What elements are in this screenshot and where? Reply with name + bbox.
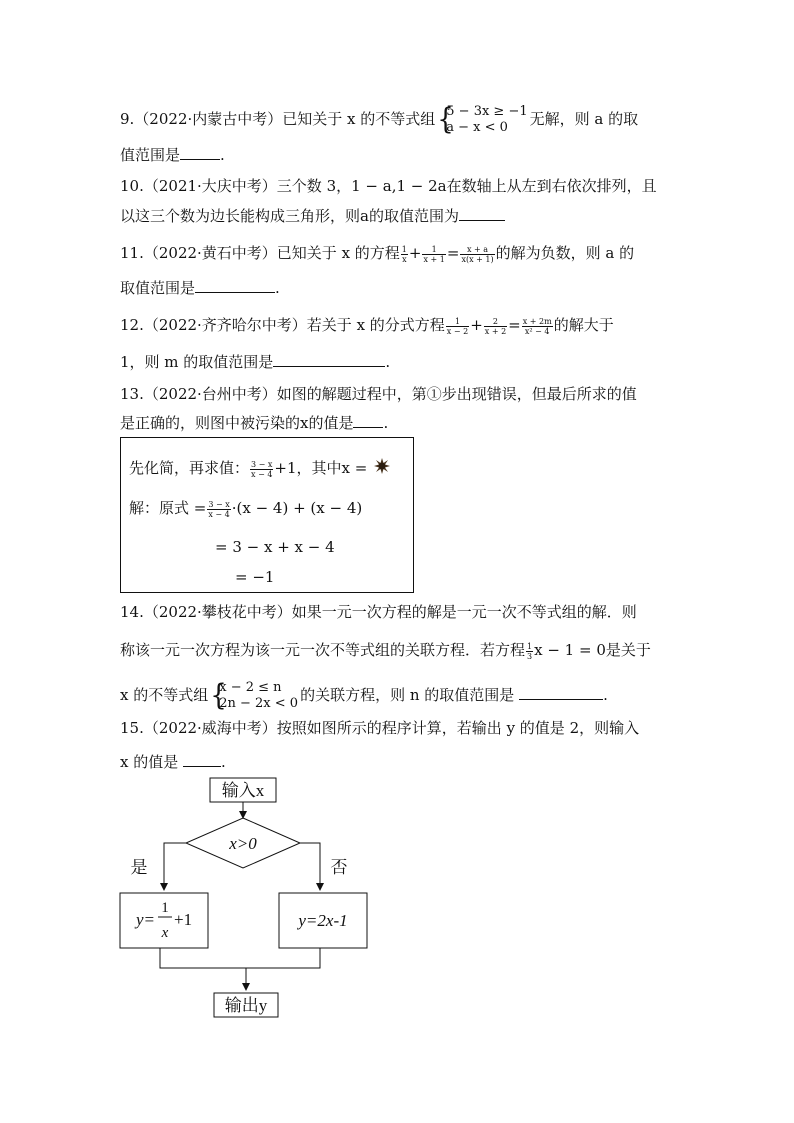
problem-9-prefix: 9.（2022·内蒙古中考）已知关于 x 的不等式组: [120, 110, 436, 128]
fraction-3-minus-x-over-x-minus-4: $\frac{3 - x}{x - 4}$: [251, 459, 273, 479]
fraction-2-over-x-plus-2: $\frac{2}{x + 2}$: [484, 316, 507, 336]
problem-10-line-2: [120, 206, 505, 226]
answer-blank-11[interactable]: [195, 278, 275, 293]
problem-9-inequality-system: { 5 − 3x ≥ −1 a − x < 0: [437, 103, 528, 137]
problem-9-suffix: 无解，则 a 的取: [529, 110, 639, 128]
condition-label: x>0: [229, 834, 257, 853]
problem-13-line-1: 13.（2022·台州中考）如图的解题过程中，第①步出现错误，但最后所求的值: [120, 385, 637, 403]
answer-blank-14[interactable]: [519, 685, 603, 700]
yes-process-box: [120, 893, 208, 948]
answer-blank-12[interactable]: [273, 352, 385, 367]
arrow-yes: [164, 843, 186, 890]
left-formula-prefix: y=: [136, 910, 156, 929]
problem-9-text: 值范围是: [120, 146, 181, 164]
output-box: [214, 993, 278, 1017]
left-formula-denominator: x: [161, 925, 169, 941]
solution-line-3: = 3 − x + x − 4: [215, 538, 335, 556]
fraction-rhs: $\frac{x + 2m}{\text{x² − 4}}$: [522, 316, 552, 336]
problem-14-line-3: x 的不等式组 { x − 2 ≤ n 2n − 2x < 0 的关联方程，则 n 的取值范围是 .: [120, 679, 608, 713]
ink-stain-icon: [374, 458, 390, 474]
answer-blank-13[interactable]: [353, 413, 383, 428]
fraction-1-over-x-plus-1: $\frac{1}{x + 1}$: [423, 244, 445, 264]
answer-blank-15[interactable]: [183, 752, 221, 767]
fraction-1-over-3: $\frac{1}{3}$: [527, 641, 533, 661]
solution-line-4: = −1: [235, 568, 275, 586]
yes-label: 是: [130, 858, 148, 877]
problem-9-row-1: 5 − 3x ≥ −1: [446, 104, 528, 119]
problem-11-line-2: 取值范围是 .: [120, 279, 280, 297]
solution-line-1: 先化简，再求值： $\frac{3 - x}{x - 4}$ +1，其中x =: [129, 458, 390, 479]
fraction-1-over-x: $\frac{1}{x}$: [401, 244, 407, 264]
fraction-3-minus-x-over-x-minus-4: $\frac{3 - x}{x - 4}$: [208, 499, 230, 519]
input-label: 输入x: [221, 781, 265, 800]
problem-11-suffix: 的解为负数，则 a 的: [495, 244, 635, 262]
problem-9-row-2: a − x < 0: [446, 120, 508, 135]
no-label: 否: [330, 858, 348, 877]
arrow-no: [300, 843, 320, 890]
problem-12-suffix: 的解大于: [553, 316, 614, 334]
output-label: 输出y: [224, 996, 268, 1015]
decision-diamond: [186, 818, 300, 868]
problem-9-end: .: [220, 146, 225, 164]
problem-9-line-1: [120, 104, 638, 136]
merge-line: [160, 948, 320, 968]
no-process-box: [279, 893, 367, 948]
problem-11-prefix: 11.（2022·黄石中考）已知关于 x 的方程: [120, 244, 400, 262]
right-formula: y=2x-1: [298, 911, 348, 930]
solution-line-2: 解：原式 = $\frac{3 - x}{x - 4}$ ·(x − 4) + (x − 4): [129, 499, 363, 519]
problem-12-line-1: 12.（2022·齐齐哈尔中考）若关于 x 的分式方程 $\frac{1}{x - 2}$ + $\frac{2}{x + 2}$ = $\frac{x + 2m}{\text{x² − 4}}$ 的解大于: [120, 316, 614, 336]
problem-15-line-2: x 的值是 .: [120, 753, 226, 771]
problem-12-line-2: 1，则 m 的取值范围是 .: [120, 353, 391, 371]
problem-14-inequality-system: { x − 2 ≤ n 2n − 2x < 0: [210, 679, 299, 713]
problem-11-line-1: 11.（2022·黄石中考）已知关于 x 的方程 $\frac{1}{x}$ + $\frac{1}{x + 1}$ = $\frac{x + a}{x(x + 1)}$ 的解为负数，则 a 的: [120, 244, 635, 264]
answer-blank-10[interactable]: [459, 206, 505, 221]
fraction-1-over-x-minus-2: $\frac{1}{x - 2}$: [446, 316, 469, 336]
problem-11-text: 取值范围是: [120, 279, 196, 297]
problem-9-line-2: [120, 145, 225, 165]
problem-15-line-1: 15.（2022·威海中考）按照如图所示的程序计算，若输出 y 的值是 2，则输入: [120, 719, 640, 737]
problem-10-line-1: 10.（2021·大庆中考）三个数 3，1 − a,1 − 2a在数轴上从左到右依次排列，且: [120, 177, 657, 195]
problem-13-text: 是正确的，则图中被污染的x的值是: [120, 414, 354, 432]
fraction-rhs: $\frac{x + a}{x(x + 1)}$: [461, 244, 494, 264]
problem-13-line-2: 是正确的，则图中被污染的x的值是 .: [120, 414, 389, 432]
left-formula-numerator: 1: [161, 900, 169, 916]
problem-14-line-1: 14.（2022·攀枝花中考）如果一元一次方程的解是一元一次不等式组的解．则: [120, 603, 637, 621]
answer-blank-9[interactable]: [180, 145, 220, 160]
input-box: [210, 778, 276, 802]
left-formula-suffix: +1: [174, 910, 193, 929]
problem-10-text: 以这三个数为边长能构成三角形，则a的取值范围为: [120, 207, 459, 225]
problem-12-text: 1，则 m 的取值范围是: [120, 353, 274, 371]
problem-12-prefix: 12.（2022·齐齐哈尔中考）若关于 x 的分式方程: [120, 316, 445, 334]
solution-box: [120, 437, 414, 593]
problem-14-line-2: 称该一元一次方程为该一元一次不等式组的关联方程．若方程 $\frac{1}{3}$ x − 1 = 0是关于: [120, 641, 651, 661]
